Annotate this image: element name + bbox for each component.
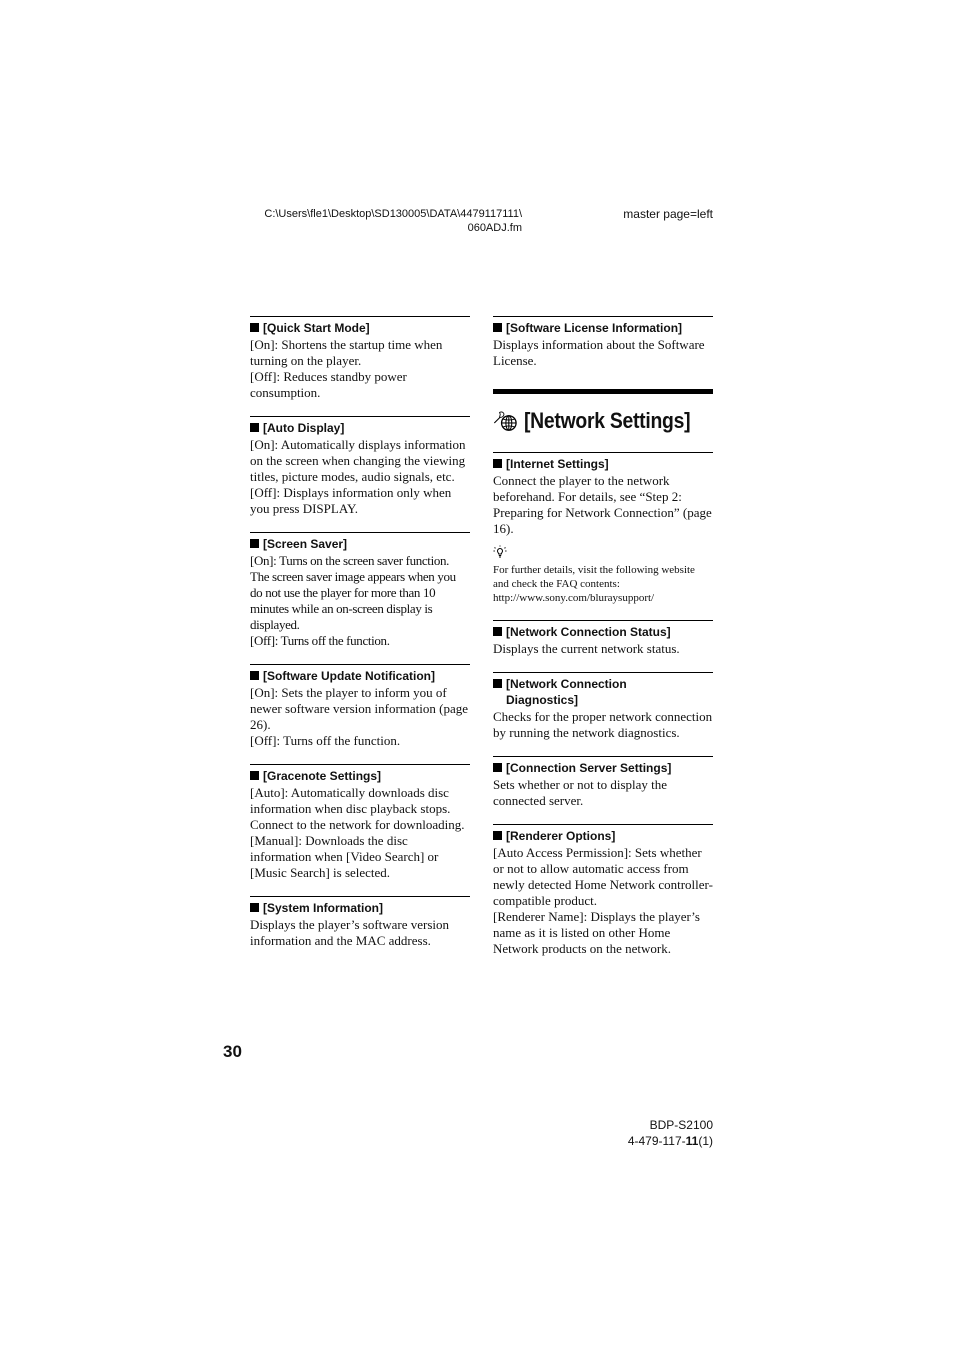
body-paragraph: [Off]: Turns off the function. [250, 733, 401, 748]
section-body [250, 917, 470, 949]
black-square-icon [250, 903, 259, 912]
hint-line: For further details, visit the following website [493, 564, 695, 576]
section-title: [Network Connection Status] [506, 625, 671, 639]
section-body [250, 437, 470, 517]
master-page-label: master page=left [623, 207, 713, 221]
file-path-header [240, 207, 522, 235]
body-paragraph: [Renderer Name]: Displays the player’s name as it is listed on other Home Network products on the network. [493, 909, 700, 956]
footer-model: BDP-S2100 [649, 1118, 713, 1132]
section-title: [Auto Display] [263, 421, 345, 435]
section-body [250, 785, 470, 881]
hint-line: and check the FAQ contents: [493, 578, 620, 590]
body-paragraph: Sets whether or not to display the connected server. [493, 777, 668, 808]
section-title: [Connection Server Settings] [506, 761, 672, 775]
section-body [493, 337, 713, 369]
section-body [250, 337, 470, 401]
section-title: [Quick Start Mode] [263, 321, 370, 335]
body-paragraph: [Manual]: Downloads the disc information when [Video Search] or [Music Search] is selected. [250, 833, 439, 880]
network-settings-title: [Network Settings] [524, 408, 691, 433]
body-paragraph: [Off]: Reduces standby power consumption. [250, 369, 407, 400]
body-paragraph: Displays the player’s software version information and the MAC address. [250, 917, 450, 948]
section-title: [Software Update Notification] [263, 669, 436, 683]
section-renderer-options [493, 824, 713, 957]
section-title: [Gracenote Settings] [263, 769, 382, 783]
file-path-line-2: 060ADJ.fm [467, 222, 522, 234]
body-paragraph: [Auto]: Automatically downloads disc information when disc playback stops. Connect to the network for downloading. [250, 785, 465, 832]
section-title: [Internet Settings] [506, 457, 609, 471]
black-square-icon [250, 423, 259, 432]
section-body [493, 709, 713, 741]
body-paragraph: [Off]: Displays information only when you press DISPLAY. [250, 485, 452, 516]
black-square-icon [250, 323, 259, 332]
section-title: [Screen Saver] [263, 537, 348, 551]
body-paragraph: [On]: Automatically displays information on the screen when changing the viewing titles, picture modes, audio signals, etc. [250, 437, 466, 484]
body-paragraph: [On]: Sets the player to inform you of newer software version information (page 26). [250, 685, 469, 732]
section-system-information [250, 896, 470, 949]
section-body [493, 777, 713, 809]
body-paragraph: [On]: Shortens the startup time when turning on the player. [250, 337, 443, 368]
section-body [493, 845, 713, 957]
black-square-icon [250, 671, 259, 680]
section-screen-saver [250, 532, 470, 649]
footer-code-prefix: 4-479-117- [627, 1134, 686, 1148]
section-gracenote-settings [250, 764, 470, 881]
body-paragraph: Displays the current network status. [493, 641, 680, 656]
section-body [250, 553, 470, 649]
body-paragraph: [On]: Turns on the screen saver function. The screen saver image appears when you do not use the player for more than 10 minutes while an on-screen display is displayed. [250, 553, 456, 632]
section-title: [Software License Information] [506, 321, 683, 335]
hint-text [493, 563, 713, 605]
page-number: 30 [223, 1042, 242, 1061]
black-square-icon [493, 323, 502, 332]
right-column [493, 316, 713, 972]
lightbulb-hint-icon [493, 545, 507, 559]
body-paragraph: Checks for the proper network connection by running the network diagnostics. [493, 709, 713, 740]
black-square-icon [493, 459, 502, 468]
footer-code-bold: 11 [685, 1134, 699, 1148]
black-square-icon [250, 539, 259, 548]
black-square-icon [493, 679, 502, 688]
section-auto-display [250, 416, 470, 517]
section-software-update-notification [250, 664, 470, 749]
section-software-license-information [493, 316, 713, 369]
footer-code [560, 1133, 713, 1149]
left-column [250, 316, 470, 964]
section-title: [Renderer Options] [506, 829, 616, 843]
black-square-icon [493, 763, 502, 772]
black-square-icon [493, 831, 502, 840]
body-paragraph: Connect the player to the network beforehand. For details, see “Step 2: Preparing for Network Connection” (page 16). [493, 473, 712, 536]
file-path-line-1: C:\Users\fle1\Desktop\SD130005\DATA\4479117111\ [264, 208, 522, 220]
section-body [250, 685, 470, 749]
section-title: [Network Connection Diagnostics] [506, 677, 627, 707]
section-connection-server-settings [493, 756, 713, 809]
section-internet-settings [493, 452, 713, 605]
support-url-text: http://www.sony.com/bluraysupport/ [493, 592, 655, 604]
network-settings-heading [493, 389, 713, 444]
footer-code-suffix: (1) [698, 1134, 713, 1148]
wrench-globe-icon [493, 405, 518, 437]
section-body [493, 641, 713, 657]
black-square-icon [493, 627, 502, 636]
section-quick-start-mode [250, 316, 470, 401]
section-title: [System Information] [263, 901, 384, 915]
section-network-connection-status [493, 620, 713, 657]
body-paragraph: Displays information about the Software License. [493, 337, 705, 368]
body-paragraph: [Auto Access Permission]: Sets whether or not to allow automatic access from newly detected Home Network controller-compatible product. [493, 845, 713, 908]
section-network-connection-diagnostics [493, 672, 713, 741]
section-body [493, 473, 713, 537]
black-square-icon [250, 771, 259, 780]
body-paragraph: [Off]: Turns off the function. [250, 633, 390, 648]
